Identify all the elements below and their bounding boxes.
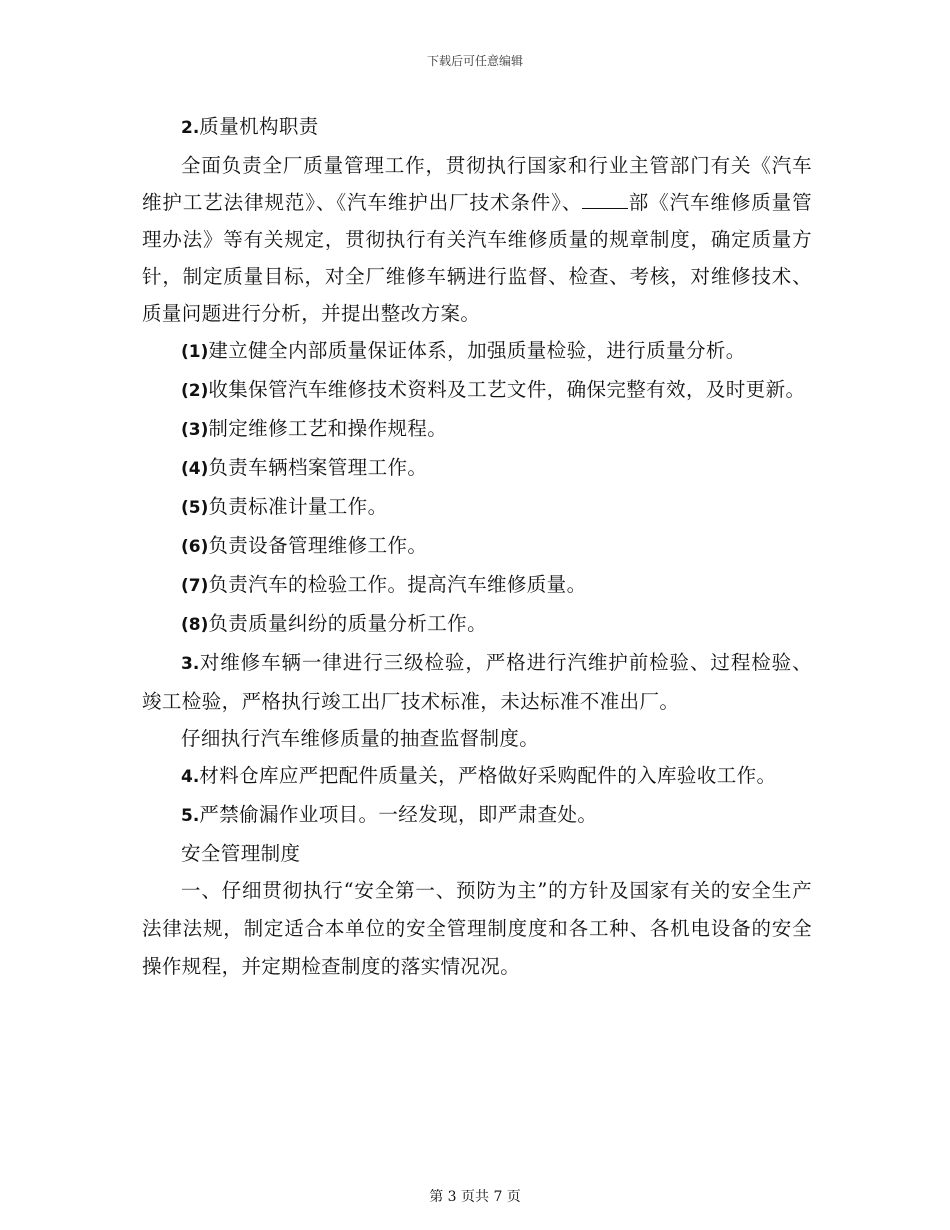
safety-paragraph-1: [142, 872, 812, 986]
paragraph-text: 负责汽车的检验工作。提高汽车维修质量。: [208, 573, 587, 596]
paragraph-number: 3.: [181, 654, 200, 674]
page-number-footer: 第 3 页共 7 页: [429, 1189, 521, 1205]
paragraph-text: 全面负责全厂质量管理工作，贯彻执行国家和行业主管部门有关《汽车维护工艺法律规范》、《汽车维护出厂技术条件》、: [142, 154, 812, 214]
paragraph-number: 4.: [181, 767, 200, 787]
paragraph-number: (8): [181, 615, 209, 635]
paragraph-text: 质量机构职责: [199, 115, 319, 138]
paragraph-text: 建立健全内部质量保证体系，加强质量检验，进行质量分析。: [208, 339, 746, 362]
document-body: [142, 108, 812, 986]
paragraph-text: 负责车辆档案管理工作。: [208, 456, 428, 479]
paragraph-text: 安全管理制度: [181, 842, 301, 865]
paragraph-number: (6): [181, 537, 209, 557]
paragraph-text: 负责设备管理维修工作。: [208, 534, 428, 557]
list-item-8: [142, 605, 812, 644]
section-2-heading: [142, 108, 812, 147]
list-item-1: [142, 332, 812, 371]
list-item-3: [142, 410, 812, 449]
paragraph-text: 制定维修工艺和操作规程。: [208, 417, 448, 440]
paragraph-text: 对维修车辆一律进行三级检验，严格进行汽维护前检验、过程检验、竣工检验，严格执行竣工出厂技术标准，未达标准不准出厂。: [142, 651, 812, 713]
paragraph-number: (7): [181, 576, 209, 596]
paragraph-number: (4): [181, 459, 209, 479]
paragraph-number: (1): [181, 342, 209, 362]
section-3-paragraph: [142, 644, 812, 720]
list-item-5: [142, 488, 812, 527]
section-5-paragraph: [142, 796, 812, 835]
paragraph-text: 一、仔细贯彻执行“安全第一、预防为主”的方针及国家有关的安全生产法律法规，制定适合本单位的安全管理制度度和各工种、各机电设备的安全操作规程，并定期检查制度的落实情况况。: [142, 879, 812, 978]
list-item-4: [142, 449, 812, 488]
safety-heading: [142, 835, 812, 872]
list-item-7: [142, 566, 812, 605]
paragraph-text: 仔细执行汽车维修质量的抽查监督制度。: [181, 727, 540, 750]
inspection-paragraph: [142, 720, 812, 757]
paragraph-text: 材料仓库应严把配件质量关，严格做好采购配件的入库验收工作。: [199, 764, 777, 787]
paragraph-text: 收集保管汽车维修技术资料及工艺文件，确保完整有效，及时更新。: [208, 378, 806, 401]
quality-duty-paragraph: [142, 147, 812, 332]
paragraph-number: 5.: [181, 806, 200, 826]
paragraph-text-continued: 部《汽车维修质量管理办法》等有关规定，贯彻执行有关汽车维修质量的规章制度，确定质量方针，制定质量目标，对全厂维修车辆进行监督、检查、考核，对维修技术、质量问题进行分析，并提出整改方案。: [142, 191, 812, 325]
paragraph-number: (3): [181, 420, 209, 440]
list-item-2: [142, 371, 812, 410]
paragraph-text: 严禁偷漏作业项目。一经发现，即严肃查处。: [199, 803, 598, 826]
paragraph-number: (2): [181, 381, 209, 401]
list-item-6: [142, 527, 812, 566]
paragraph-number: (5): [181, 498, 209, 518]
fill-in-blank: [582, 194, 628, 209]
paragraph-number: 2.: [181, 118, 200, 138]
page-header: 下载后可任意编辑: [426, 54, 523, 68]
paragraph-text: 负责标准计量工作。: [208, 495, 388, 518]
section-4-paragraph: [142, 757, 812, 796]
paragraph-text: 负责质量纠纷的质量分析工作。: [208, 612, 487, 635]
